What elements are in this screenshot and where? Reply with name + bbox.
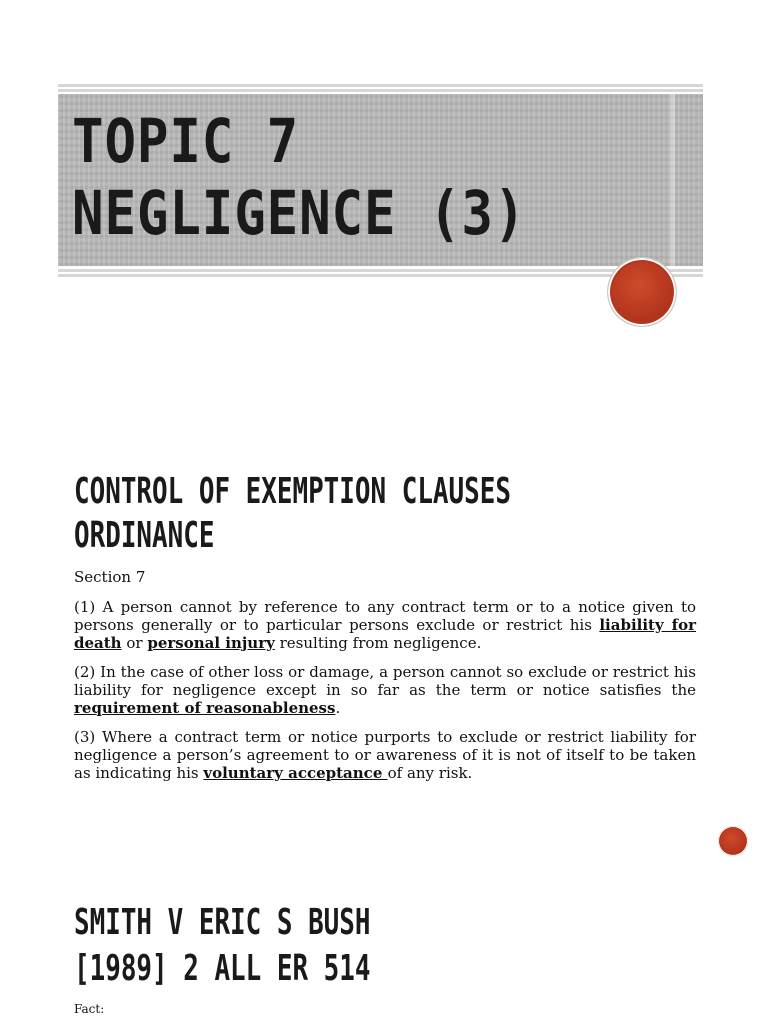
slide-title-line2: NEGLIGENCE (3): [72, 178, 527, 249]
slide-title-line1: TOPIC 7: [72, 106, 300, 177]
slide-title: [72, 106, 526, 250]
section-7-subsection-3: [74, 728, 696, 782]
para1-text-a: (1) A person cannot by reference to any contract term or to a notice given to persons generally or to particular persons exclude or restrict his: [74, 598, 696, 634]
para1-text-e: resulting from negligence.: [274, 634, 482, 652]
case-heading: [74, 900, 371, 992]
banner-panel: [58, 94, 703, 266]
banner-stripe: [670, 94, 675, 266]
red-circle-ornament-small: [718, 826, 748, 856]
banner-top-rule-inner: [58, 89, 703, 92]
banner-bottom-rule-inner: [58, 274, 703, 277]
case-heading-line2: [1989] 2 ALL ER 514: [74, 948, 371, 989]
section-7-subsection-2: [74, 663, 696, 717]
section-label: Section 7: [74, 568, 146, 586]
section-7-subsection-1: [74, 598, 696, 652]
heading-line1: CONTROL OF EXEMPTION CLAUSES: [74, 471, 511, 512]
para1-emphasis-death: liability for death: [74, 616, 696, 652]
para1-text-c: or: [121, 634, 148, 652]
heading-line2: ORDINANCE: [74, 515, 215, 556]
case-heading-line1: SMITH V ERIC S BUSH: [74, 902, 371, 943]
banner-bottom-rule: [58, 269, 703, 272]
para1-emphasis-injury: personal injury: [147, 634, 275, 652]
fact-label: Fact:: [74, 1002, 105, 1016]
exemption-clauses-heading: [74, 470, 511, 558]
banner-top-rule: [58, 84, 703, 87]
para3-text-a: (3) Where a contract term or notice purports to exclude or restrict liability for negligence a person’s agreement to or awareness of it is not of itself to be taken as indicating his: [74, 728, 696, 782]
para3-emphasis-voluntary: voluntary acceptance: [203, 764, 388, 782]
para2-emphasis-reasonableness: requirement of reasonableness: [74, 699, 336, 717]
para3-text-c: of any risk.: [387, 764, 473, 782]
para2-text-a: (2) In the case of other loss or damage, a person cannot so exclude or restrict his liability for negligence except in so far as the term or notice satisfies the: [74, 663, 696, 699]
title-banner: [58, 84, 703, 277]
para2-text-c: .: [335, 699, 341, 717]
red-circle-ornament: [608, 258, 676, 326]
